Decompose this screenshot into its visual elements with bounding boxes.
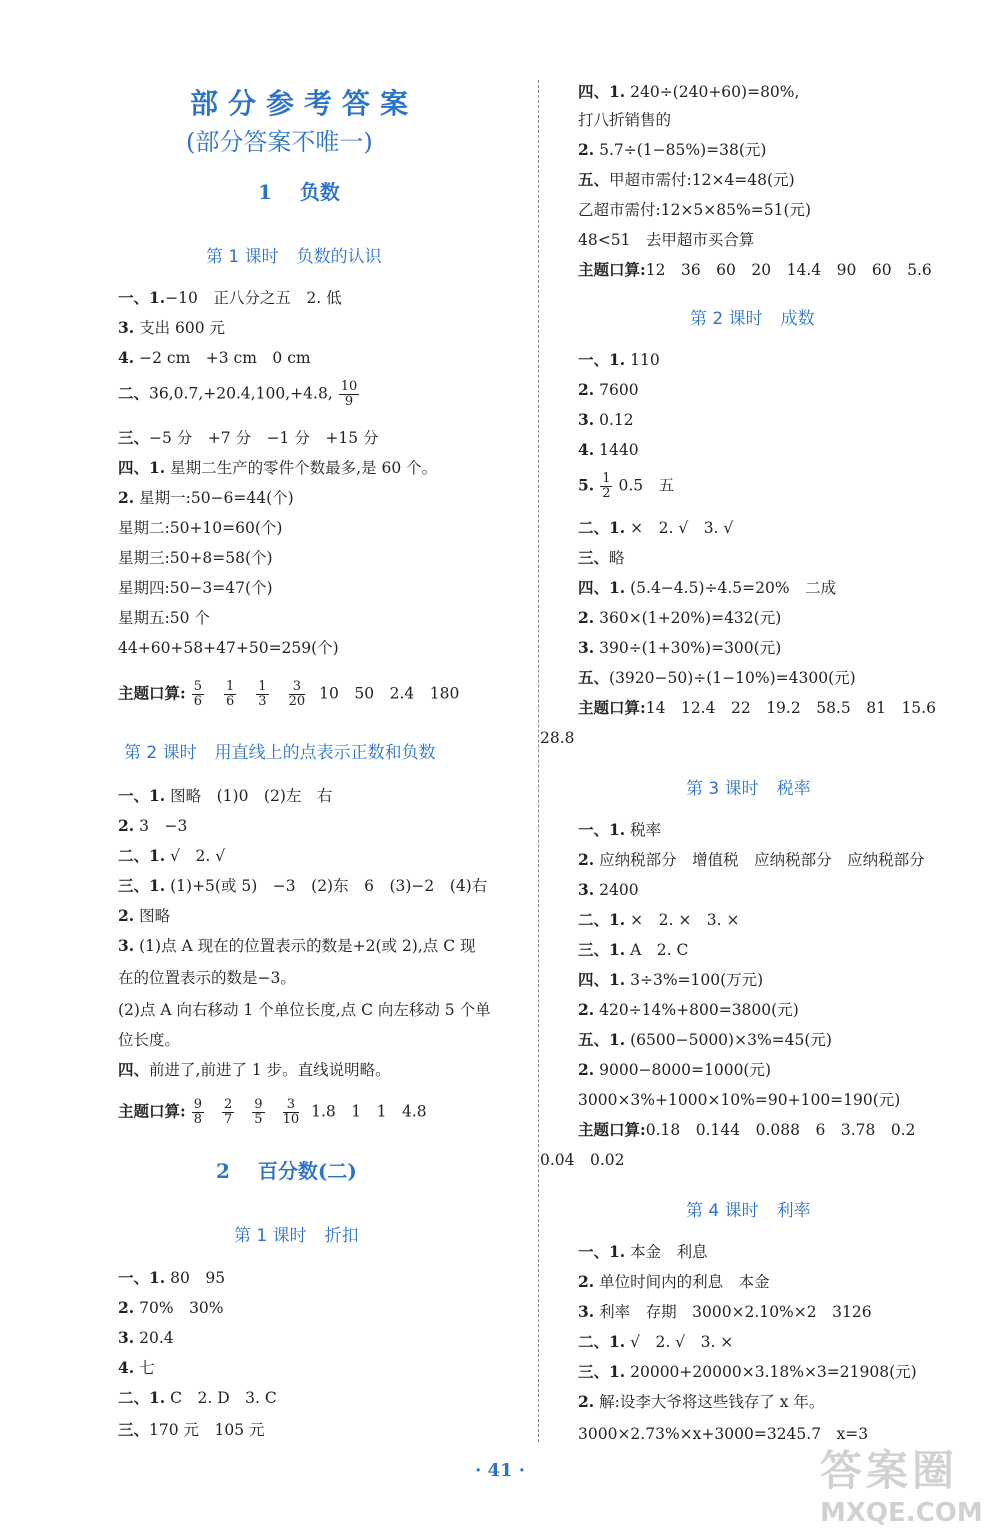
answer-line: [118, 318, 225, 338]
question-label: 一、1.: [118, 786, 166, 805]
answer-line: [578, 698, 936, 718]
answer-text: 星期五:50 个: [118, 609, 210, 627]
fraction: [256, 680, 268, 709]
lesson-title: 负数的认识: [296, 247, 382, 267]
answer-line: [118, 906, 170, 926]
answer-text: 0.5 五: [618, 476, 675, 495]
question-label: 一、1.: [578, 1242, 626, 1261]
answer-text: 12 36 60 20 14.4 90 60 5.6: [645, 261, 932, 279]
lesson-heading-u1l2: [124, 738, 436, 763]
answer-text: 420÷14%+800=3800(元): [594, 1001, 799, 1019]
answer-text: −10 正八分之五 2. 低: [165, 289, 342, 307]
question-label: 二、1.: [118, 846, 166, 865]
answer-line: [578, 140, 766, 160]
question-label: 五、: [578, 170, 610, 189]
answer-text: 360×(1+20%)=432(元): [594, 609, 782, 627]
answer-line: [578, 380, 639, 400]
answer-line: [578, 880, 639, 900]
lesson-heading-u1l1: [206, 242, 382, 267]
answer-line: [578, 548, 625, 568]
question-label: 主题口算:: [578, 698, 646, 717]
question-label: 2.: [118, 1298, 135, 1317]
answer-text: 单位时间内的利息 本金: [594, 1273, 770, 1291]
question-label: 三、1.: [118, 876, 166, 895]
answer-line: [578, 940, 688, 960]
lesson-title: 利率: [776, 1201, 811, 1221]
question-label: 一、1.: [118, 1268, 166, 1287]
answer-line: [578, 1362, 917, 1382]
answer-text: 1440: [594, 441, 639, 459]
answer-text: 打八折销售的: [578, 111, 672, 129]
answer-text: 图略: [134, 907, 171, 925]
question-label: 3.: [578, 410, 595, 429]
answer-line: [118, 488, 294, 508]
answer-text: −2 cm +3 cm 0 cm: [134, 349, 311, 367]
oral-label: 主题口算:: [118, 683, 186, 703]
numerator: 9: [254, 1097, 263, 1112]
answer-line: [578, 350, 660, 370]
numerator: 2: [224, 1097, 233, 1112]
answer-line: [578, 1272, 770, 1292]
answer-line: [578, 820, 661, 840]
answer-line: [118, 1420, 265, 1440]
answer-text: (1)点 A 现在的位置表示的数是+2(或 2),点 C 现: [134, 937, 476, 955]
answer-text: C 2. D 3. C: [165, 1389, 277, 1407]
answer-text: 在的位置表示的数是−3。: [118, 969, 296, 987]
answer-text: 7600: [594, 381, 639, 399]
question-label: 主题口算:: [578, 1120, 646, 1139]
answer-line: [118, 786, 332, 806]
denominator: 3: [258, 694, 267, 709]
question-label: 四、1.: [578, 970, 626, 989]
answer-text: 星期四:50−3=47(个): [118, 579, 273, 597]
numerator: 1: [602, 471, 611, 486]
answer-line: [578, 970, 763, 990]
answer-line: [118, 1060, 391, 1080]
answer-text: 9000−8000=1000(元): [594, 1061, 772, 1079]
answer-text: 14 12.4 22 19.2 58.5 81 15.6: [645, 699, 936, 717]
answer-line: [578, 1030, 832, 1050]
fraction: [192, 680, 204, 709]
answer-line: [118, 1268, 225, 1288]
denominator: 20: [288, 694, 306, 709]
answer-line: [540, 728, 575, 748]
answer-text: 甲超市需付:12×4=48(元): [609, 171, 795, 189]
numerator: 1: [226, 679, 235, 694]
question-label: 2.: [578, 608, 595, 627]
question-label: 3.: [578, 1302, 595, 1321]
question-label: 四、1.: [118, 458, 166, 477]
answer-text: 七: [134, 1359, 155, 1377]
oral-label: 主题口算:: [118, 1101, 186, 1121]
answer-text: 本金 利息: [625, 1243, 708, 1261]
answer-line: [118, 458, 437, 478]
lesson-heading-u2l2: [690, 304, 815, 329]
unit-1-heading: [258, 176, 340, 205]
answer-text: 星期二:50+10=60(个): [118, 519, 283, 537]
column-divider: [538, 80, 539, 1442]
answer-line: [578, 1060, 771, 1080]
fraction: [192, 1098, 204, 1127]
answer-line: [118, 936, 476, 956]
question-label: 二、: [118, 383, 150, 403]
lesson-number: 第 4 课时: [686, 1201, 759, 1221]
lesson-number: 第 3 课时: [686, 779, 759, 799]
answer-line: [578, 1332, 733, 1352]
oral-values: 1.8 1 1 4.8: [311, 1102, 427, 1121]
watermark-text: 答案圈: [820, 1446, 959, 1495]
question-label: 3.: [578, 638, 595, 657]
answer-text: × 2. √ 3. √: [625, 519, 734, 537]
answer-line: [118, 1030, 180, 1050]
question-label: 3.: [578, 880, 595, 899]
answer-line: [118, 638, 339, 658]
answer-text: 28.8: [540, 729, 575, 747]
answer-text: 390÷(1+30%)=300(元): [594, 639, 782, 657]
lesson-heading-u2l1: [234, 1221, 359, 1246]
denominator: 6: [193, 694, 203, 709]
answer-text: 170 元 105 元: [149, 1421, 265, 1439]
question-label: 2.: [578, 380, 595, 399]
question-label: 五、: [578, 668, 610, 687]
answer-line: [578, 518, 733, 538]
question-label: 三、: [118, 428, 150, 447]
answer-line: [118, 816, 187, 836]
fraction: [600, 472, 612, 501]
denominator: 6: [226, 694, 235, 709]
answer-text: 2400: [594, 881, 639, 899]
question-label: 2.: [578, 1000, 595, 1019]
answer-text: −5 分 +7 分 −1 分 +15 分: [149, 429, 379, 447]
answer-line: [118, 1000, 491, 1020]
answer-text: 利率 存期 3000×2.10%×2 3126: [594, 1303, 872, 1321]
numerator: 5: [193, 679, 203, 694]
lesson-title: 税率: [776, 779, 811, 799]
question-label: 2.: [578, 1272, 595, 1291]
numerator: 3: [289, 680, 306, 695]
answer-line: [118, 1328, 174, 1348]
answer-line: [578, 638, 781, 658]
question-label: 主题口算:: [578, 260, 646, 279]
question-label: 4.: [118, 1358, 135, 1377]
answer-line: [578, 1000, 799, 1020]
fraction: [224, 680, 236, 709]
fraction: [252, 1098, 264, 1127]
question-label: 三、: [578, 548, 610, 567]
unit-2-number: 2: [216, 1159, 230, 1183]
answer-text: (6500−5000)×3%=45(元): [625, 1031, 832, 1049]
answer-text: (5.4−4.5)÷4.5=20% 二成: [625, 579, 837, 597]
question-label: 五、1.: [578, 1030, 626, 1049]
question-label: 一、1.: [578, 350, 626, 369]
answer-text: 110: [625, 351, 660, 369]
answer-line: [578, 608, 781, 628]
answer-line: [578, 110, 671, 130]
fraction: [289, 680, 306, 709]
answer-text: 44+60+58+47+50=259(个): [118, 639, 339, 657]
question-label: 4.: [578, 440, 595, 459]
answer-line: [540, 1150, 625, 1170]
denominator: 10: [282, 1112, 300, 1127]
question-label: 二、1.: [118, 1388, 166, 1407]
question-label: 2.: [118, 488, 135, 507]
answer-line: [118, 548, 273, 568]
answer-text: 图略 (1)0 (2)左 右: [165, 787, 333, 805]
question-label: 4.: [118, 348, 135, 367]
answer-line: [118, 846, 225, 866]
answer-text: (1)+5(或 5) −3 (2)东 6 (3)−2 (4)右: [165, 877, 488, 895]
answer-line: [118, 578, 273, 598]
page-title: 部分参考答案: [190, 87, 419, 120]
answer-text: 36,0.7,+20.4,100,+4.8,: [149, 384, 333, 403]
answer-line: [578, 200, 811, 220]
lesson-number: 第 2 课时: [690, 309, 763, 329]
question-label: 2.: [578, 1392, 595, 1411]
fraction: [222, 1098, 234, 1127]
question-label: 3.: [118, 936, 135, 955]
numerator: 9: [193, 1097, 203, 1112]
unit-1-name: 负数: [299, 180, 340, 204]
answer-text: A 2. C: [625, 941, 689, 959]
denominator: 2: [602, 486, 611, 501]
answer-text: × 2. × 3. ×: [625, 911, 740, 929]
answer-line: [118, 968, 296, 988]
answer-text: 3 −3: [134, 817, 188, 835]
fraction: [339, 380, 360, 409]
answer-line: [578, 230, 754, 250]
denominator: 7: [224, 1112, 233, 1127]
answer-text: 税率: [625, 821, 662, 839]
answer-text: 70% 30%: [134, 1299, 224, 1317]
answer-line: [118, 288, 342, 308]
answer-text: 3000×3%+1000×10%=90+100=190(元): [578, 1091, 901, 1109]
question-label: 2.: [118, 906, 135, 925]
denominator: 5: [254, 1112, 263, 1127]
unit-2-name: 百分数(二): [257, 1159, 357, 1183]
answer-text: √ 2. √ 3. ×: [625, 1333, 734, 1351]
oral-values: 10 50 2.4 180: [319, 684, 460, 703]
answer-text: 位长度。: [118, 1031, 181, 1049]
question-label: 2.: [118, 816, 135, 835]
answer-line: [578, 1302, 872, 1322]
answer-text: 应纳税部分 增值税 应纳税部分 应纳税部分: [594, 851, 925, 869]
answer-text: 20.4: [134, 1329, 174, 1347]
oral-practice-line: [118, 1098, 427, 1127]
unit-1-number: 1: [258, 180, 272, 204]
lesson-number: 第 1 课时: [206, 247, 279, 267]
answer-line: [578, 578, 836, 598]
lesson-title: 成数: [780, 309, 815, 329]
answer-text: 0.04 0.02: [540, 1151, 625, 1169]
watermark-logo: [820, 1438, 990, 1528]
denominator: 8: [193, 1112, 203, 1127]
answer-line: [118, 518, 282, 538]
numerator: 1: [258, 679, 267, 694]
answer-text: 3000×2.73%×x+3000=3245.7 x=3: [578, 1425, 869, 1443]
answer-line: [578, 170, 795, 190]
answer-text: 5.7÷(1−85%)=38(元): [594, 141, 767, 159]
answer-text: 乙超市需付:12×5×85%=51(元): [578, 201, 812, 219]
answer-line: [118, 876, 487, 896]
question-label: 三、1.: [578, 940, 626, 959]
page-subtitle: (部分答案不唯一): [186, 128, 373, 156]
answer-line: [578, 472, 674, 501]
numerator: 10: [340, 379, 358, 394]
question-label: 四、1.: [578, 82, 626, 101]
question-label: 一、1.: [118, 288, 166, 307]
answer-text: √ 2. √: [165, 847, 226, 865]
watermark-url: MXQE.COM: [820, 1498, 983, 1528]
answer-text: 0.12: [594, 411, 634, 429]
answer-line: [578, 850, 925, 870]
answer-text: 星期二生产的零件个数最多,是 60 个。: [165, 459, 438, 477]
question-label: 二、1.: [578, 910, 626, 929]
answer-text: 星期三:50+8=58(个): [118, 549, 273, 567]
answer-text: 48<51 去甲超市买合算: [578, 231, 755, 249]
answer-line: [118, 1388, 277, 1408]
answer-line: [578, 440, 639, 460]
question-label: 二、1.: [578, 1332, 626, 1351]
denominator: 9: [344, 394, 354, 409]
lesson-number: 第 1 课时: [234, 1226, 307, 1246]
answer-text: 20000+20000×3.18%×3=21908(元): [625, 1363, 917, 1381]
fraction: [283, 1098, 300, 1127]
oral-practice-line: [118, 680, 459, 709]
question-label: 三、1.: [578, 1362, 626, 1381]
answer-line: [578, 1392, 824, 1412]
answer-line: [118, 608, 210, 628]
numerator: 3: [283, 1098, 300, 1113]
answer-line: [578, 668, 856, 688]
answer-text: 解:设李大爷将这些钱存了 x 年。: [594, 1393, 825, 1411]
answer-text: 0.18 0.144 0.088 6 3.78 0.2: [645, 1121, 916, 1139]
lesson-number: 第 2 课时: [124, 743, 197, 763]
answer-line: [578, 1120, 916, 1140]
answer-text: 前进了,前进了 1 步。直线说明略。: [149, 1061, 391, 1079]
answer-text: (2)点 A 向右移动 1 个单位长度,点 C 向左移动 5 个单: [118, 1001, 491, 1019]
question-label: 5.: [578, 475, 595, 495]
question-label: 2.: [578, 1060, 595, 1079]
question-label: 二、1.: [578, 518, 626, 537]
answer-line: [578, 1090, 900, 1110]
answer-text: 240÷(240+60)=80%,: [625, 83, 800, 101]
lesson-heading-u2l3: [686, 774, 811, 799]
answer-line: [578, 910, 740, 930]
answer-text: 星期一:50−6=44(个): [134, 489, 294, 507]
answer-text: 3÷3%=100(万元): [625, 971, 764, 989]
answer-line: [578, 260, 932, 280]
lesson-title: 折扣: [324, 1226, 359, 1246]
answer-line: [118, 380, 365, 409]
question-label: 2.: [578, 850, 595, 869]
question-label: 三、: [118, 1420, 150, 1439]
answer-line: [578, 410, 634, 430]
answer-text: 80 95: [165, 1269, 226, 1287]
question-label: 一、1.: [578, 820, 626, 839]
page-number: · 41 ·: [474, 1460, 526, 1481]
question-label: 2.: [578, 140, 595, 159]
answer-text: 略: [609, 549, 625, 567]
answer-line: [118, 1358, 155, 1378]
answer-text: 支出 600 元: [134, 319, 226, 337]
question-label: 3.: [118, 1328, 135, 1347]
answer-line: [578, 82, 799, 102]
lesson-heading-u2l4: [686, 1196, 811, 1221]
question-label: 3.: [118, 318, 135, 337]
answer-text: (3920−50)÷(1−10%)=4300(元): [609, 669, 856, 687]
question-label: 四、: [118, 1060, 150, 1079]
answer-line: [118, 1298, 224, 1318]
lesson-title: 用直线上的点表示正数和负数: [214, 743, 436, 763]
answer-line: [118, 348, 311, 368]
question-label: 四、1.: [578, 578, 626, 597]
answer-line: [578, 1242, 708, 1262]
unit-2-heading: [216, 1155, 357, 1184]
answer-line: [118, 428, 378, 448]
